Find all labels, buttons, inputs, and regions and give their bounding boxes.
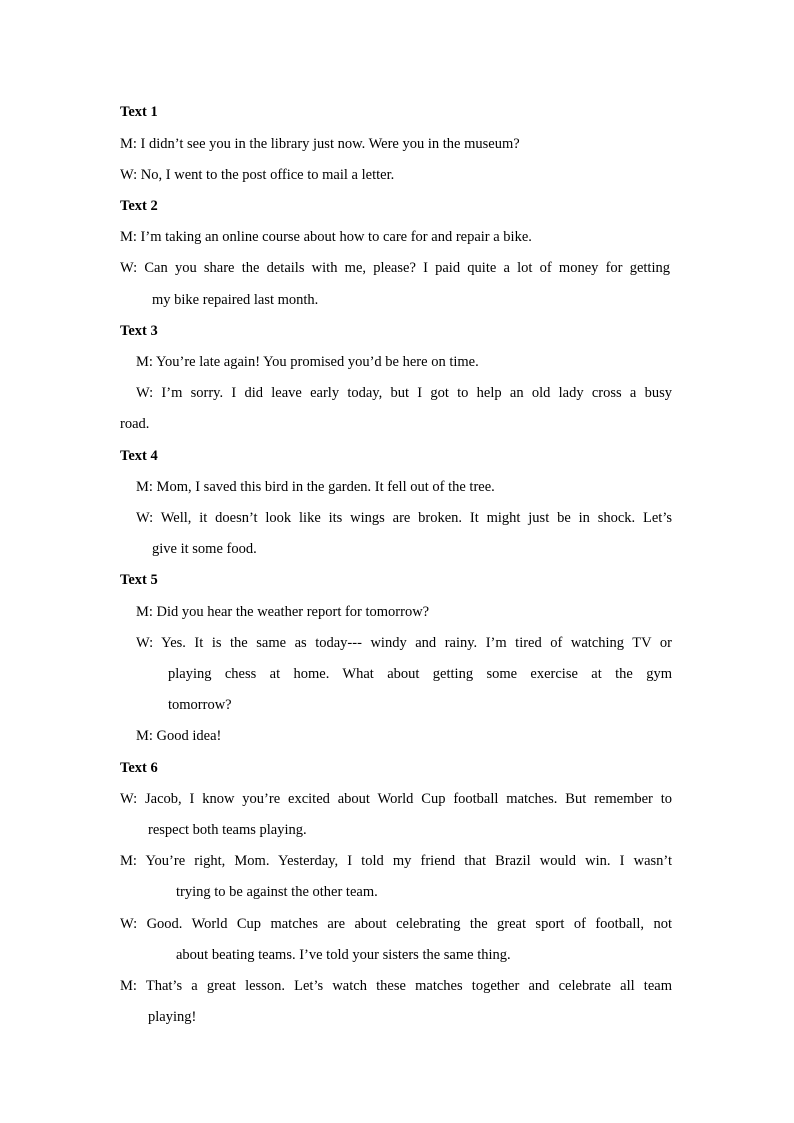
text-5-line-5: M: Good idea! [136, 728, 222, 744]
text-6-line-2: respect both teams playing. [148, 822, 307, 838]
text-2-line-1: M: I’m taking an online course about how to care for and repair a bike. [120, 229, 532, 245]
text-4-line-1: M: Mom, I saved this bird in the garden. It fell out of the tree. [136, 479, 495, 495]
text-5-line-4: tomorrow? [168, 697, 232, 713]
text-4-line-2: W: Well, it doesn’t look like its wings are broken. It might just be in shock. Let’s [136, 510, 672, 526]
text-3-line-1: M: You’re late again! You promised you’d be here on time. [136, 354, 479, 370]
text-5-line-3: playing chess at home. What about getting some exercise at the gym [168, 666, 672, 682]
text-5-line-1: M: Did you hear the weather report for tomorrow? [136, 604, 430, 620]
text-3-line-2: W: I’m sorry. I did leave early today, but I got to help an old lady cross a busy [136, 385, 672, 401]
text-1-line-1: M: I didn’t see you in the library just now. Were you in the museum? [120, 136, 520, 152]
text-2-heading: Text 2 [120, 198, 158, 214]
text-6-line-1: W: Jacob, I know you’re excited about World Cup football matches. But remember to [120, 791, 672, 807]
text-4-heading: Text 4 [120, 448, 158, 464]
text-5-line-2: W: Yes. It is the same as today--- windy and rainy. I’m tired of watching TV or [136, 635, 672, 651]
text-6-heading: Text 6 [120, 760, 158, 776]
text-1-heading: Text 1 [120, 104, 158, 120]
text-4-line-3: give it some food. [152, 541, 257, 557]
text-2-line-2: W: Can you share the details with me, please? I paid quite a lot of money for getting [120, 260, 670, 276]
text-6-line-4: trying to be against the other team. [176, 884, 378, 900]
text-6-line-8: playing! [148, 1009, 197, 1025]
text-2-line-3: my bike repaired last month. [152, 292, 319, 308]
text-6-line-5: W: Good. World Cup matches are about celebrating the great sport of football, not [120, 916, 672, 932]
text-1-line-2: W: No, I went to the post office to mail a letter. [120, 167, 395, 183]
text-5-heading: Text 5 [120, 572, 158, 588]
text-3-heading: Text 3 [120, 323, 158, 339]
text-6-line-3: M: You’re right, Mom. Yesterday, I told my friend that Brazil would win. I wasn’t [120, 853, 672, 869]
text-6-line-7: M: That’s a great lesson. Let’s watch these matches together and celebrate all team [120, 978, 672, 994]
text-6-line-6: about beating teams. I’ve told your sisters the same thing. [176, 947, 511, 963]
text-3-line-3: road. [120, 416, 150, 432]
